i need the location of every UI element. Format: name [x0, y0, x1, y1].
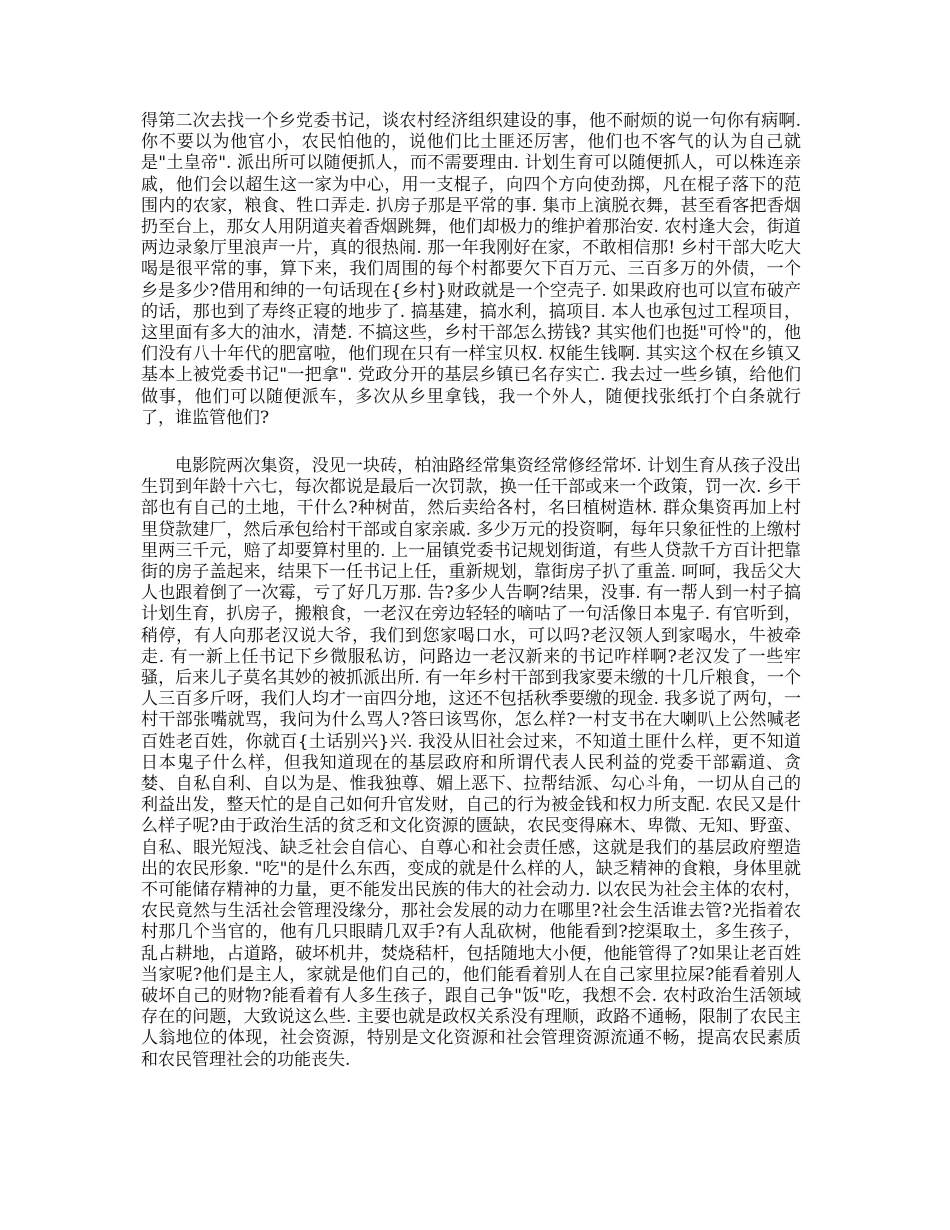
paragraph-1: 得第二次去找一个乡党委书记，谈农村经济组织建设的事，他不耐烦的说一句你有病啊. 你不要以为他官小，农民怕他的，说他们比土匪还厉害，他们也不客气的认为自己就是"土皇帝". 派出所可以随便抓人，而不需要理由. 计划生育可以随便抓人，可以株连亲戚，他们会以超生这一家为中心，用一支棍子，向四个方向使劲掷，凡在棍子落下的范围内的农家，粮食、牲口弄走. 扒房子那是平常的事. 集市上演脱衣舞，甚至看客把香烟扔至台上，那女人用阴道夹着香烟跳舞，他们却极力的维护着那治安. 农村逢大会，街道两边录象厅里浪声一片，真的很热闹. 那一年我刚好在家，不敢相信那! 乡村干部大吃大喝是很平常的事，算下来，我们周围的每个村都要欠下百万元、三百多万的外债，一个乡是多少?借用和绅的一句话现在{乡村}财政就是一个空壳子. 如果政府也可以宣布破产的话，那也到了寿终正寝的地步了. 搞基建，搞水利，搞项目. 本人也承包过工程项目，这里面有多大的油水，清楚. 不搞这些，乡村干部怎么捞钱? 其实他们也挺"可怜"的，他们没有八十年代的肥富啦，他们现在只有一样宝贝权. 权能生钱啊. 其实这个权在乡镇又基本上被党委书记"一把拿". 党政分开的基层乡镇已名存实亡. 我去过一些乡镇，给他们做事，他们可以随便派车，多次从乡里拿钱，我一个外人，随便找张纸打个白条就行了，谁监管他们?: [141, 111, 801, 428]
paragraph-2: 电影院两次集资，没见一块砖，柏油路经常集资经常修经常坏. 计划生育从孩子没出生罚到年龄十六七，每次都说是最后一次罚款，换一任干部或来一个政策，罚一次. 乡干部也有自己的土地，干什么?种树苗，然后卖给各村，名曰植树造林. 群众集资再加上村里贷款建厂，然后承包给村干部或自家亲戚. 多少万元的投资啊，每年只象征性的上缴村里两三千元，赔了却要算村里的. 上一届镇党委书记规划街道，有些人贷款千方百计把靠街的房子盖起来，结果下一任书记上任，重新规划，靠街房子扒了重盖. 呵呵，我岳父大人也跟着倒了一次霉，亏了好几万那. 告?多少人告啊?结果，没事. 有一帮人到一村子搞计划生育，扒房子，搬粮食，一老汉在旁边轻轻的嘀咕了一句活像日本鬼子. 有官听到，稍停，有人向那老汉说大爷，我们到您家喝口水，可以吗?老汉领人到家喝水，牛被牵走. 有一新上任书记下乡微服私访，问路边一老汉新来的书记咋样啊?老汉发了一些牢骚，后来儿子莫名其妙的被抓派出所. 有一年乡村干部到我家要未缴的十几斤粮食，一个人三百多斤呀，我们人均才一亩四分地，这还不包括秋季要缴的现金. 我多说了两句，一村干部张嘴就骂，我问为什么骂人?答曰该骂你，怎么样?一村支书在大喇叭上公然喊老百姓老百姓，你就百{土话别兴}兴. 我没从旧社会过来，不知道土匪什么样，更不知道日本鬼子什么样，但我知道现在的基层政府和所谓代表人民利益的党委干部霸道、贪婪、自私自利、自以为是、惟我独尊、媚上恶下、拉帮结派、勾心斗角，一切从自己的利益出发，整天忙的是自己如何升官发财，自己的行为被金钱和权力所支配. 农民又是什么样子呢?由于政治生活的贫乏和文化资源的匮缺，农民变得麻木、卑微、无知、野蛮、自私、眼光短浅、缺乏社会自信心、自尊心和社会责任感，这就是我们的基层政府塑造出的农民形象. "吃"的是什么东西，变成的就是什么样的人，缺乏精神的食粮，身体里就不可能储存精神的力量，更不能发出民族的伟大的社会动力. 以农民为社会主体的农村，农民竟然与生活社会管理没缘分，那社会发展的动力在哪里?社会生活谁去管?光指着农村那几个当官的，他有几只眼睛几双手?有人乱砍树，他能看到?挖渠取土，多生孩子，乱占耕地，占道路，破坏机井，焚烧秸杆，包括随地大小便，他能管得了?如果让老百姓当家呢?他们是主人，家就是他们自己的，他们能看着别人在自己家里拉屎?能看着别人破坏自己的财物?能看着有人多生孩子，跟自己争"饭"吃，我想不会. 农村政治生活领域存在的问题，大致说这么些. 主要也就是政权关系没有理顺，政路不通畅，限制了农民主人翁地位的体现，社会资源，特别是文化资源和社会管理资源流通不畅，提高农民素质和农民管理社会的功能丧失.: [141, 456, 801, 1070]
